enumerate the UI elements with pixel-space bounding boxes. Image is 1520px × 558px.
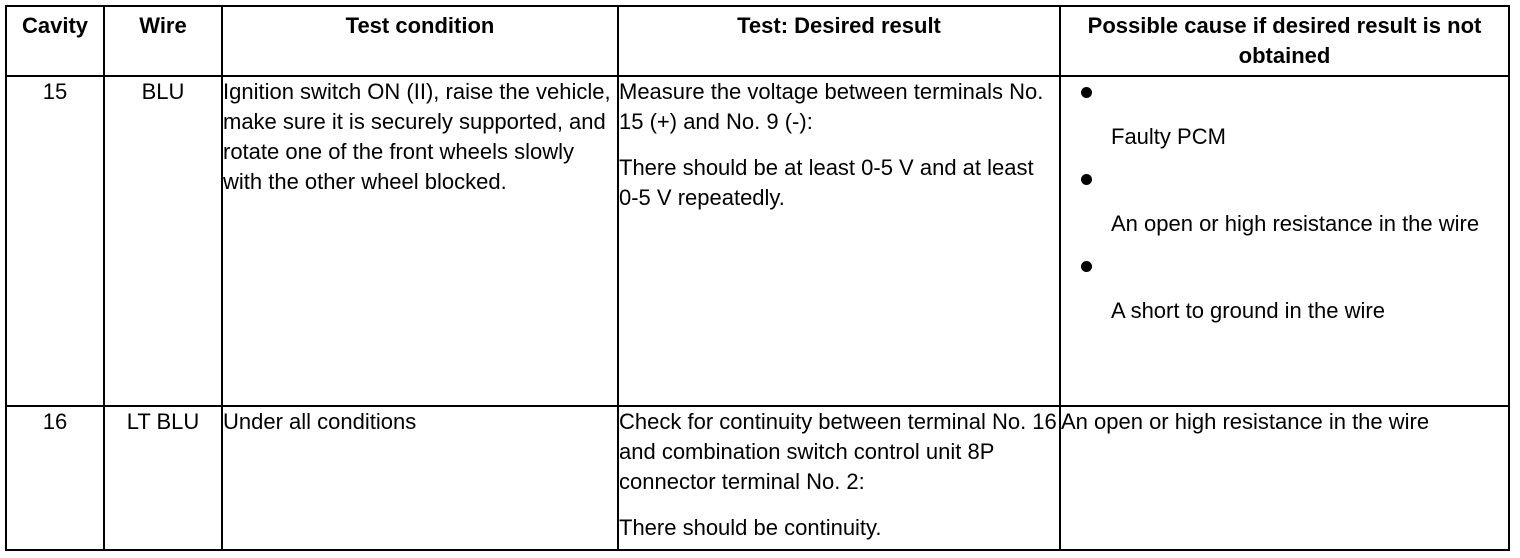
- list-item: [1061, 77, 1508, 152]
- desired-result-text: There should be at least 0-5 V and at least 0-5 V repeatedly.: [619, 155, 1034, 210]
- list-item: [1061, 164, 1508, 239]
- list-item: [1061, 251, 1508, 326]
- desired-result-text: Check for continuity between terminal No. 16 and combination switch control unit 8P connector terminal No. 2:: [619, 409, 1057, 494]
- header-possible-cause: Possible cause if desired result is not obtained: [1060, 6, 1509, 76]
- cause-text: Faulty PCM: [1111, 124, 1226, 149]
- header-test-condition: Test condition: [222, 6, 618, 76]
- cavity-cell: 16: [6, 406, 104, 550]
- desired-result-cell: [618, 406, 1060, 550]
- cause-list: [1061, 77, 1508, 326]
- header-desired-result: Test: Desired result: [618, 6, 1060, 76]
- desired-result-text: Measure the voltage between terminals No. 15 (+) and No. 9 (-):: [619, 79, 1044, 134]
- header-cavity: Cavity: [6, 6, 104, 76]
- wire-cell: LT BLU: [104, 406, 222, 550]
- cause-text: An open or high resistance in the wire: [1061, 409, 1430, 434]
- cavity-cell: 15: [6, 76, 104, 406]
- test-condition-cell: [222, 76, 618, 406]
- bullet-icon: [1081, 174, 1092, 185]
- bullet-icon: [1081, 261, 1092, 272]
- test-condition-cell: [222, 406, 618, 550]
- table-row: [6, 406, 1509, 550]
- desired-result-cell: [618, 76, 1060, 406]
- test-condition-text: Ignition switch ON (II), raise the vehicle, make sure it is securely supported, and rotate one of the front wheels slowly with the other wheel blocked.: [223, 79, 611, 194]
- header-wire: Wire: [104, 6, 222, 76]
- wire-cell: BLU: [104, 76, 222, 406]
- table-row: [6, 76, 1509, 406]
- test-condition-text: Under all conditions: [223, 409, 417, 434]
- header-row: [6, 6, 1509, 76]
- diagnostic-table: [5, 5, 1510, 551]
- cause-text: An open or high resistance in the wire: [1111, 211, 1480, 236]
- possible-cause-cell: [1060, 76, 1509, 406]
- cause-text: A short to ground in the wire: [1111, 298, 1385, 323]
- desired-result-text: There should be continuity.: [619, 515, 882, 540]
- bullet-icon: [1081, 87, 1092, 98]
- possible-cause-cell: [1060, 406, 1509, 550]
